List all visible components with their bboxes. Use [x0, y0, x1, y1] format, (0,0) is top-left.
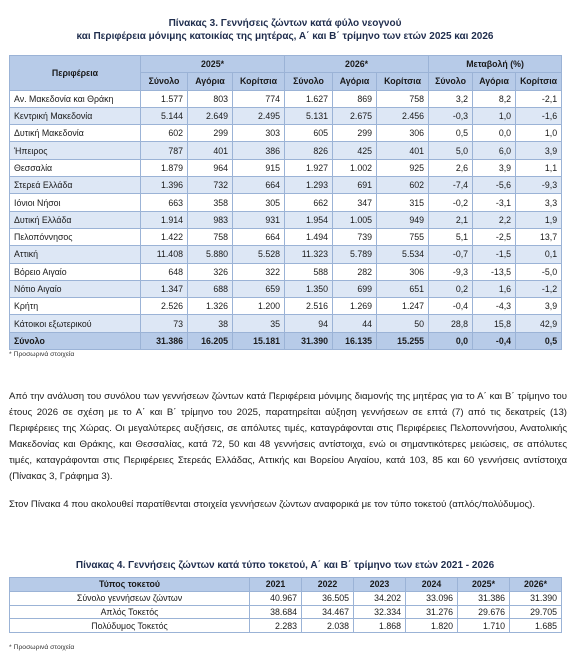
- table-cell: 1.577: [141, 90, 188, 107]
- table-cell: 306: [377, 125, 429, 142]
- table-cell: 306: [377, 263, 429, 280]
- subheader-boys: Αγόρια: [188, 73, 233, 90]
- table-cell: 31.390: [510, 591, 562, 605]
- table-cell: 29.676: [458, 605, 510, 619]
- table-cell: 1.710: [458, 619, 510, 633]
- table-cell: 11.323: [285, 246, 333, 263]
- table3-title: [9, 17, 561, 43]
- table-cell: 2.675: [333, 107, 377, 124]
- table-cell: 1.396: [141, 177, 188, 194]
- table-cell: 1.326: [188, 298, 233, 315]
- table-cell: 983: [188, 211, 233, 228]
- table-row: [10, 211, 562, 228]
- table-cell: 1.422: [141, 228, 188, 245]
- table-cell: -4,3: [473, 298, 516, 315]
- table-cell: -0,2: [429, 194, 473, 211]
- header-change: Μεταβολή (%): [429, 56, 562, 73]
- table-cell: 5.144: [141, 107, 188, 124]
- table-cell: -9,3: [429, 263, 473, 280]
- total-label: Σύνολο: [10, 332, 141, 349]
- table3: [9, 55, 562, 350]
- table-cell: -3,1: [473, 194, 516, 211]
- table-cell: 826: [285, 142, 333, 159]
- table-cell: 33.096: [406, 591, 458, 605]
- total-cell: 31.386: [141, 332, 188, 349]
- table-cell: 774: [233, 90, 285, 107]
- table-cell: 40.967: [250, 591, 302, 605]
- region-name: Θεσσαλία: [10, 159, 141, 176]
- table-cell: 73: [141, 315, 188, 332]
- table-cell: 925: [377, 159, 429, 176]
- table-cell: 1.200: [233, 298, 285, 315]
- table-cell: 358: [188, 194, 233, 211]
- table-cell: -2,5: [473, 228, 516, 245]
- region-name: Ιόνιοι Νήσοι: [10, 194, 141, 211]
- table-cell: 8,2: [473, 90, 516, 107]
- subheader-girls: Κορίτσια: [516, 73, 562, 90]
- total-cell: 31.390: [285, 332, 333, 349]
- birth-type-label: Σύνολο γεννήσεων ζώντων: [10, 591, 250, 605]
- region-name: Αν. Μακεδονία και Θράκη: [10, 90, 141, 107]
- table-cell: 1.002: [333, 159, 377, 176]
- table-cell: -9,3: [516, 177, 562, 194]
- table-cell: 38: [188, 315, 233, 332]
- table-cell: 1,0: [473, 107, 516, 124]
- table-cell: 326: [188, 263, 233, 280]
- birth-type-label: Πολύδυμος Τοκετός: [10, 619, 250, 633]
- table-cell: 605: [285, 125, 333, 142]
- table-cell: 299: [188, 125, 233, 142]
- table-cell: 1.247: [377, 298, 429, 315]
- table-cell: 34.467: [302, 605, 354, 619]
- total-cell: 16.205: [188, 332, 233, 349]
- table-cell: 34.202: [354, 591, 406, 605]
- region-name: Κάτοικοι εξωτερικού: [10, 315, 141, 332]
- table4-footnote: * Προσωρινά στοιχεία: [9, 644, 75, 651]
- header-2026: 2026*: [285, 56, 429, 73]
- table-cell: 1,9: [516, 211, 562, 228]
- table-cell: 758: [188, 228, 233, 245]
- table-cell: 915: [233, 159, 285, 176]
- table-cell: 0,5: [429, 125, 473, 142]
- region-name: Δυτική Μακεδονία: [10, 125, 141, 142]
- table-row: [10, 228, 562, 245]
- table-cell: 5.534: [377, 246, 429, 263]
- table-cell: 931: [233, 211, 285, 228]
- table-cell: 29.705: [510, 605, 562, 619]
- table-cell: 688: [188, 280, 233, 297]
- table-cell: 44: [333, 315, 377, 332]
- subheader-boys: Αγόρια: [333, 73, 377, 90]
- table4-header-type: Τύπος τοκετού: [10, 578, 250, 592]
- table-cell: 35: [233, 315, 285, 332]
- table-cell: 50: [377, 315, 429, 332]
- table-cell: 1.914: [141, 211, 188, 228]
- table3-footnote: * Προσωρινά στοιχεία: [9, 351, 75, 358]
- table-cell: 386: [233, 142, 285, 159]
- table-cell: 787: [141, 142, 188, 159]
- table-cell: 1.820: [406, 619, 458, 633]
- region-name: Νότιο Αιγαίο: [10, 280, 141, 297]
- table-row: [10, 90, 562, 107]
- subheader-total: Σύνολο: [429, 73, 473, 90]
- table-cell: 322: [233, 263, 285, 280]
- table4-header-year: 2025*: [458, 578, 510, 592]
- table4-header-year: 2022: [302, 578, 354, 592]
- table-cell: 425: [333, 142, 377, 159]
- table-row: [10, 315, 562, 332]
- table-cell: 2,2: [473, 211, 516, 228]
- body-paragraph-1: Από την ανάλυση του συνόλου των γεννήσεων ζώντων κατά Περιφέρεια μόνιμης διαμονής της μητέρας για το Α΄ και Β΄ τρίμηνο του έτους 2026 σε σχέση με το Α΄ και Β΄ τρίμηνο του 2025, παρατηρείται αύξηση γεννήσεων σε επτά (7) από τις δεκατρείς (13) Περιφέρειες της Χώρας. Οι μεγαλύτερες αυξήσεις, σε απόλυτες τιμές, καταγράφονται στις Περιφέρειες Πελοποννήσου, Ανατολικής Μακεδονίας και Θράκης, και Θεσσαλίας, κατά 72, 50 και 48 γεννήσεις αντίστοιχα, ενώ οι σημαντικότερες μειώσεις, σε απόλυτες τιμές, καταγράφονται στις Περιφέρειες Στερεάς Ελλάδας, Αττικής και Βορείου Αιγαίου, κατά 103, 85 και 60 γεννήσεις αντίστοιχα (Πίνακας 3, Γράφημα 3).: [9, 391, 567, 482]
- table-cell: 5.789: [333, 246, 377, 263]
- total-cell: 0,5: [516, 332, 562, 349]
- table-cell: 691: [333, 177, 377, 194]
- table-cell: 2.456: [377, 107, 429, 124]
- table-cell: 1.954: [285, 211, 333, 228]
- table-cell: 5,0: [429, 142, 473, 159]
- region-name: Πελοπόννησος: [10, 228, 141, 245]
- table-cell: 3,2: [429, 90, 473, 107]
- table-cell: 1.927: [285, 159, 333, 176]
- region-name: Βόρειο Αιγαίο: [10, 263, 141, 280]
- header-region: Περιφέρεια: [10, 56, 141, 91]
- table-row: [10, 298, 562, 315]
- table-cell: 1.293: [285, 177, 333, 194]
- table-cell: 282: [333, 263, 377, 280]
- table-cell: 2,6: [429, 159, 473, 176]
- total-cell: 16.135: [333, 332, 377, 349]
- table4-title: Πίνακας 4. Γεννήσεις ζώντων κατά τύπο τοκετού, Α΄ και Β΄ τρίμηνο των ετών 2021 - 2026: [75, 560, 495, 571]
- body-paragraph-2: Στον Πίνακα 4 που ακολουθεί παρατίθενται στοιχεία γεννήσεων ζώντων αναφορικά με τον τύπο τοκετού (απλός/πολύδυμος).: [9, 499, 536, 510]
- table-cell: 1.685: [510, 619, 562, 633]
- table-cell: 303: [233, 125, 285, 142]
- table-cell: 0,1: [516, 246, 562, 263]
- table-cell: 11.408: [141, 246, 188, 263]
- table4-header-year: 2023: [354, 578, 406, 592]
- table-cell: -2,1: [516, 90, 562, 107]
- table-cell: 732: [188, 177, 233, 194]
- total-cell: -0,4: [473, 332, 516, 349]
- region-name: Αττική: [10, 246, 141, 263]
- table-cell: 1.494: [285, 228, 333, 245]
- table-cell: 949: [377, 211, 429, 228]
- table-cell: 5.528: [233, 246, 285, 263]
- table-cell: 6,0: [473, 142, 516, 159]
- table-cell: 1.269: [333, 298, 377, 315]
- region-name: Κρήτη: [10, 298, 141, 315]
- table-cell: -5,6: [473, 177, 516, 194]
- table-row: [10, 246, 562, 263]
- table-cell: 1.627: [285, 90, 333, 107]
- table-cell: 0,0: [473, 125, 516, 142]
- table-cell: 662: [285, 194, 333, 211]
- table-cell: 664: [233, 228, 285, 245]
- table-cell: 3,9: [473, 159, 516, 176]
- table-cell: -0,3: [429, 107, 473, 124]
- table-cell: -1,6: [516, 107, 562, 124]
- table-cell: 1.005: [333, 211, 377, 228]
- table-cell: 2.649: [188, 107, 233, 124]
- table-cell: 5.131: [285, 107, 333, 124]
- table-cell: -13,5: [473, 263, 516, 280]
- table4-header-year: 2021: [250, 578, 302, 592]
- table-cell: 31.276: [406, 605, 458, 619]
- table-cell: 2.526: [141, 298, 188, 315]
- subheader-girls: Κορίτσια: [377, 73, 429, 90]
- table-row: [10, 107, 562, 124]
- table-cell: -1,5: [473, 246, 516, 263]
- table-cell: 588: [285, 263, 333, 280]
- table-cell: 42,9: [516, 315, 562, 332]
- table-cell: 648: [141, 263, 188, 280]
- table-cell: 38.684: [250, 605, 302, 619]
- table-cell: 28,8: [429, 315, 473, 332]
- table-cell: 699: [333, 280, 377, 297]
- header-2025: 2025*: [141, 56, 285, 73]
- table-cell: -5,0: [516, 263, 562, 280]
- table-cell: 3,9: [516, 298, 562, 315]
- subheader-boys: Αγόρια: [473, 73, 516, 90]
- table-cell: 602: [141, 125, 188, 142]
- table-cell: 2,1: [429, 211, 473, 228]
- subheader-girls: Κορίτσια: [233, 73, 285, 90]
- table-cell: 3,3: [516, 194, 562, 211]
- table-cell: 2.283: [250, 619, 302, 633]
- table-cell: 1.868: [354, 619, 406, 633]
- table-row: [10, 177, 562, 194]
- table-cell: 758: [377, 90, 429, 107]
- table-cell: 15,8: [473, 315, 516, 332]
- table-cell: -0,4: [429, 298, 473, 315]
- table4-header-year: 2026*: [510, 578, 562, 592]
- table-cell: 651: [377, 280, 429, 297]
- total-row: [10, 332, 562, 349]
- table-row: [10, 194, 562, 211]
- table-cell: 347: [333, 194, 377, 211]
- table-cell: 659: [233, 280, 285, 297]
- table-cell: 1,6: [473, 280, 516, 297]
- table-cell: -1,2: [516, 280, 562, 297]
- table-cell: 401: [188, 142, 233, 159]
- table-cell: 1.350: [285, 280, 333, 297]
- table-cell: 964: [188, 159, 233, 176]
- table-cell: 315: [377, 194, 429, 211]
- subheader-total: Σύνολο: [285, 73, 333, 90]
- table-cell: -0,7: [429, 246, 473, 263]
- table-cell: 5.880: [188, 246, 233, 263]
- table3-title-line2: και Περιφέρεια μόνιμης κατοικίας της μητέρας, Α΄ και Β΄ τρίμηνο των ετών 2025 και 2026: [76, 31, 494, 42]
- total-cell: 15.181: [233, 332, 285, 349]
- table-row: [10, 591, 562, 605]
- table-cell: 1.347: [141, 280, 188, 297]
- table-row: [10, 142, 562, 159]
- table-cell: 13,7: [516, 228, 562, 245]
- table-row: [10, 159, 562, 176]
- birth-type-label: Απλός Τοκετός: [10, 605, 250, 619]
- table-row: [10, 605, 562, 619]
- region-name: Στερεά Ελλάδα: [10, 177, 141, 194]
- table-cell: 664: [233, 177, 285, 194]
- table3-title-line1: Πίνακας 3. Γεννήσεις ζώντων κατά φύλο νεογνού: [168, 18, 402, 29]
- table-cell: 803: [188, 90, 233, 107]
- table-cell: 3,9: [516, 142, 562, 159]
- table4: [9, 577, 562, 633]
- table-cell: 299: [333, 125, 377, 142]
- table-cell: 31.386: [458, 591, 510, 605]
- total-cell: 15.255: [377, 332, 429, 349]
- table-cell: 0,2: [429, 280, 473, 297]
- table-cell: 305: [233, 194, 285, 211]
- table-cell: 1,1: [516, 159, 562, 176]
- table-cell: 32.334: [354, 605, 406, 619]
- table4-header-year: 2024: [406, 578, 458, 592]
- table-cell: 869: [333, 90, 377, 107]
- subheader-total: Σύνολο: [141, 73, 188, 90]
- total-cell: 0,0: [429, 332, 473, 349]
- table-cell: 602: [377, 177, 429, 194]
- table-row: [10, 619, 562, 633]
- table-cell: 1.879: [141, 159, 188, 176]
- table-cell: 401: [377, 142, 429, 159]
- table-row: [10, 280, 562, 297]
- table-cell: -7,4: [429, 177, 473, 194]
- region-name: Κεντρική Μακεδονία: [10, 107, 141, 124]
- table-row: [10, 263, 562, 280]
- table-cell: 2.516: [285, 298, 333, 315]
- table-cell: 36.505: [302, 591, 354, 605]
- table-cell: 2.038: [302, 619, 354, 633]
- table-cell: 5,1: [429, 228, 473, 245]
- table-cell: 739: [333, 228, 377, 245]
- region-name: Δυτική Ελλάδα: [10, 211, 141, 228]
- region-name: Ήπειρος: [10, 142, 141, 159]
- table-cell: 755: [377, 228, 429, 245]
- table-row: [10, 125, 562, 142]
- table-cell: 1,0: [516, 125, 562, 142]
- table-cell: 94: [285, 315, 333, 332]
- table-cell: 2.495: [233, 107, 285, 124]
- table-cell: 663: [141, 194, 188, 211]
